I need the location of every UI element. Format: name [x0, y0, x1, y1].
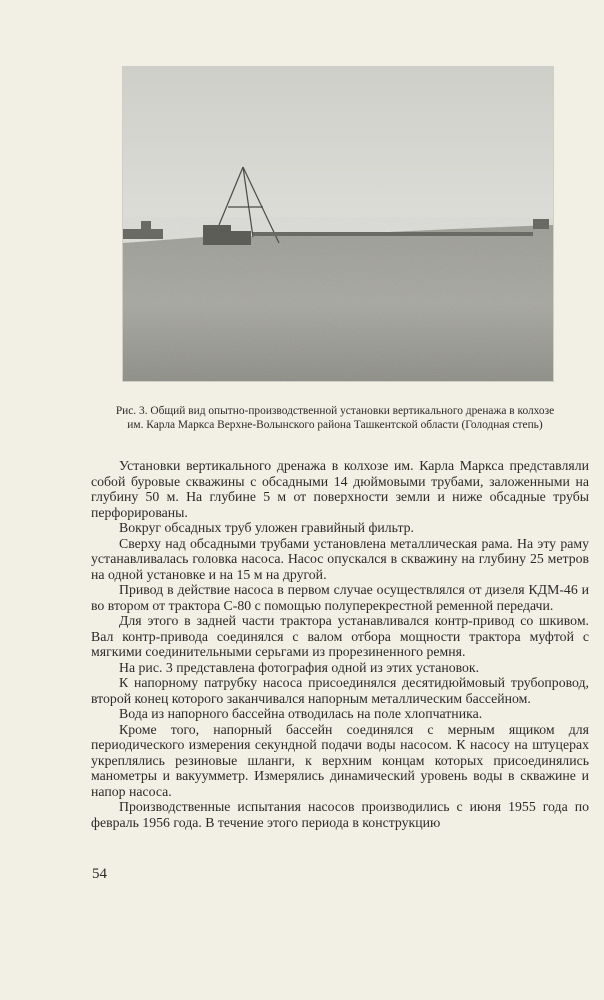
body-text: [91, 458, 589, 830]
paragraph: Кроме того, напорный бассейн соединялся с мерным ящиком для периодического измерения секундной подачи воды насосом. К насосу на штуцерах укреплялись резиновые шланги, к верхним концам которых присоединялись манометры и вакуумметр. Измерялись динамический уровень воды в скважине и напор насоса.: [91, 721, 589, 799]
figure-caption: Рис. 3. Общий вид опытно-производственной установки вертикального дренажа в колхозе им. Карла Маркса Верхне-Волынского района Ташкентской области (Голодная степь): [115, 405, 555, 431]
figure-photo: [122, 66, 554, 382]
paragraph: Вокруг обсадных труб уложен гравийный фильтр.: [119, 520, 414, 535]
paragraph: Производственные испытания насосов производились с июня 1955 года по февраль 1956 года. В течение этого периода в конструкцию: [91, 799, 589, 830]
paragraph: Установки вертикального дренажа в колхозе им. Карла Маркса представляли собой буровые скважины с обсадными 14 дюймовыми трубами, заложенными на глубину 50 м. На глубине 5 м от поверхности земли и ниже обсадные трубы перфорированы.: [91, 458, 589, 520]
paragraph: К напорному патрубку насоса присоединялся десятидюймовый трубопровод, второй конец которого заканчивался напорным металлическим бассейном.: [91, 675, 589, 706]
paragraph: На рис. 3 представлена фотография одной из этих установок.: [119, 659, 480, 675]
paragraph: Привод в действие насоса в первом случае осуществлялся от дизеля КДМ-46 и во втором от трактора С-80 с помощью полуперекрестной ременной передачи.: [91, 582, 589, 613]
field-drilling-rig-photo: [123, 67, 553, 381]
paragraph: Сверху над обсадными трубами установлена металлическая рама. На эту раму устанавливалась головка насоса. Насос опускался в скважину на глубину 25 метров на одной установке и на 15 м на другой.: [91, 535, 589, 582]
paragraph: Вода из напорного бассейна отводилась на поле хлопчатника.: [119, 706, 483, 721]
page-number: 54: [92, 866, 107, 882]
paragraph: Для этого в задней части трактора устанавливался контр-привод со шкивом. Вал контр-привода соединялся с валом отбора мощности трактора муфтой с мягкими соединительными серьгами из прорезиненного ремня.: [91, 613, 589, 659]
